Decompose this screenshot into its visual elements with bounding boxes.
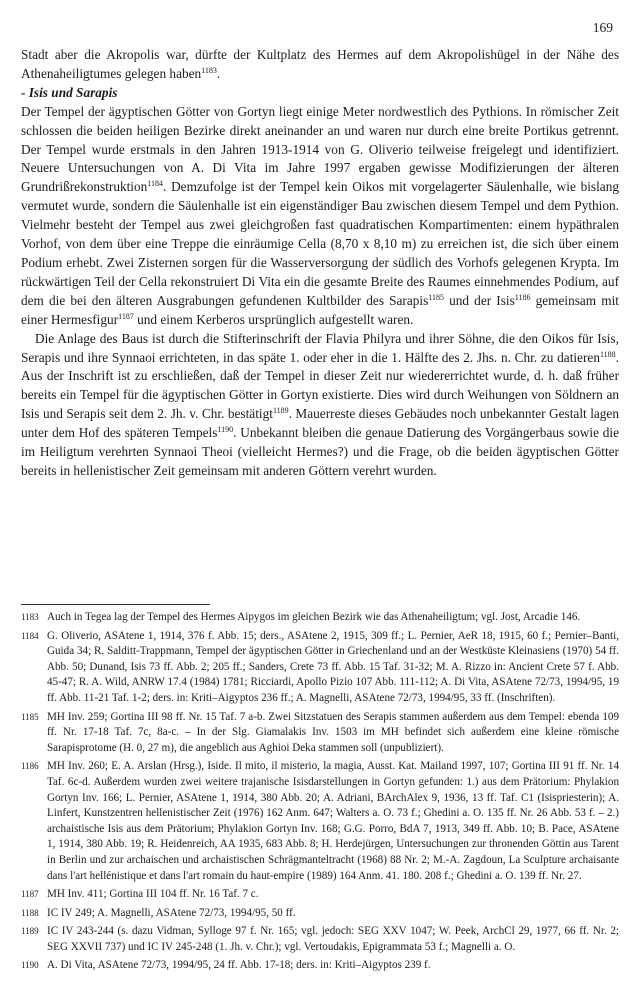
footnote-number: 1185 bbox=[21, 711, 39, 722]
page-number: 169 bbox=[592, 20, 613, 35]
main-text bbox=[21, 46, 619, 481]
footnote bbox=[21, 759, 619, 884]
paragraph-text: und einem Kerberos ursprünglich aufgestellt waren. bbox=[133, 311, 414, 327]
paragraph-text: Der Tempel der ägyptischen Götter von Gortyn liegt einige Meter nordwestlich des Pythions. In römischer Zeit schlossen die beiden heiligen Bezirke direkt aneinander an und waren nur durch eine breite Portikus getrennt. Der Tempel wurde erstmals in den Jahren 1913-1914 von G. Oliverio teilweise freigelegt und identifiziert. Neuere Untersuchungen von A. Di Vita im Jahre 1997 ergaben gewisse Modifizierungen der älteren Grundrißrekonstruktion bbox=[21, 103, 619, 195]
paragraph-text: Die Anlage des Baus ist durch die Stifterinschrift der Flavia Philyra und ihrer Söhne, die den Oikos für Isis, Serapis und ihre Synnaoi errichteten, in das späte 1. oder eher in die 1. Hälfte des 2. Jhs. n. Chr. zu datieren bbox=[21, 330, 619, 365]
paragraph-text: . Demzufolge ist der Tempel kein Oikos mit vorgelagerter Säulenhalle, wie bislang vermutet wurde, sondern die Säulenhalle ist ein eigenständiger Bau zwischen diesem Tempel und dem Pythion. Vielmehr besteht der Tempel aus zwei gleichgroßen fast quadratischen Kompartimenten: einem hypäthralen Vorhof, von dem über eine Treppe die einräumige Cella (8,70 x 8,10 m) zu erreichen ist, die sich über einem Podium erhebt. Zwei Zisternen sorgen für die Wasserversorgung der südlich des Vorhofs gelegenen Krypta. Im rückwärtigen Teil der Cella rekonstruiert Di Vita ein die gesamte Breite des Raumes einnehmendes Podium, auf dem die bei den älteren Ausgrabungen gefundenen Kultbilder des Sarapis bbox=[21, 179, 619, 308]
footnote bbox=[21, 610, 619, 626]
footnote-number: 1189 bbox=[21, 926, 39, 937]
intro-paragraph bbox=[21, 46, 619, 84]
paragraph-text: . Aus der Inschrift ist zu erschließen, daß der Tempel in dieser Zeit nur wiedererrichtet wurde, d. h. daß früher bereits ein Tempel für die ägyptischen Götter in Gortyn existierte. Dies wird durch Weihungen von Söldnern an Isis und Serapis seit dem 2. Jh. v. Chr. bestätigt bbox=[21, 349, 619, 422]
paragraph-dating bbox=[21, 330, 619, 481]
paragraph-text: gemeinsam mit einer Hermesfigur bbox=[21, 292, 619, 327]
footnote-ref[interactable]: 1184 bbox=[147, 179, 164, 189]
intro-end: . bbox=[216, 65, 221, 81]
footnote-text: IC IV 249; A. Magnelli, ASAtene 72/73, 1994/95, 50 ff. bbox=[47, 906, 296, 919]
footnote-divider bbox=[21, 604, 210, 605]
footnote-text: A. Di Vita, ASAtene 72/73, 1994/95, 24 ff. Abb. 17-18; ders. in: Kriti–Aigyptos 239 f. bbox=[47, 959, 431, 972]
footnote-ref[interactable]: 1189 bbox=[272, 406, 289, 416]
footnote-ref[interactable]: 1187 bbox=[118, 311, 134, 321]
footnote bbox=[21, 887, 619, 903]
footnote-number: 1183 bbox=[21, 612, 39, 622]
intro-text: Stadt aber die Akropolis war, dürfte der Kultplatz des Hermes auf dem Akropolishügel in der Nähe des Athenaheiligtumes gelegen haben bbox=[21, 47, 619, 81]
footnote-text: MH Inv. 259; Gortina III 98 ff. Nr. 15 Taf. 7 a-b. Zwei Sitzstatuen des Serapis stammen außerdem aus dem Tempel: ebenda 109 ff. Nr. 17-18 Taf. 7c, 8a-c. – In der Slg. Giamalakis Inv. 1503 im MH befindet sich außerdem eine kleine römische Sarapisprotome (H. 0, 27 m), die angeblich aus Aghioi Deka stammen soll (unpubliziert). bbox=[47, 710, 619, 754]
footnote-ref[interactable]: 1186 bbox=[514, 292, 531, 302]
footnote-ref[interactable]: 1188 bbox=[599, 349, 616, 359]
footnotes bbox=[21, 610, 619, 974]
footnote-ref[interactable]: 1183 bbox=[201, 65, 217, 75]
paragraph-temple bbox=[21, 103, 619, 330]
paragraph-text: . Unbekannt bleiben die genaue Datierung des Vorgängerbaus sowie die im Heiligtum verehrten Synnaoi Theoi (vielleicht Hermes?) und die Frage, ob die beiden ägyptischen Götter bereits in hellenistischer Zeit gemeinsam mit anderen Göttern verehrt wurden. bbox=[21, 425, 620, 478]
footnote bbox=[21, 710, 619, 757]
footnote bbox=[21, 924, 619, 955]
paragraph-text: und der Isis bbox=[443, 292, 515, 308]
footnote-text: MH Inv. 411; Gortina III 104 ff. Nr. 16 Taf. 7 c. bbox=[47, 888, 259, 901]
footnote-ref[interactable]: 1190 bbox=[217, 425, 234, 435]
footnote-text: MH Inv. 260; E. A. Arslan (Hrsg.), Iside. Il mito, il misterio, la magia, Ausst. Kat. Mailand 1997, 107; Gortina III 91 ff. Nr. 14 Taf. 6c-d. Außerdem wurden zwei weitere trajanische Isisdarstellungen in Gortyn gefunden: 1.) aus dem Prätorium: Phylakion Gortyn Inv. 166; L. Pernier, ASAtene 1, 1914, 380 Abb. 20; A. Adriani, BArchAlex 9, 1936, 13 ff. Taf. C1 (Isispriesterin); A. Linfert, Kunstzentren hellenistischer Zeit (1976) 162 Anm. 647; Walters a. O. 73 f.; Ghedini a. O. 135 ff. Nr. 26 Abb. 53 f. – 2.) archaistische Isis aus dem Prätorium; Phylakion Gortyn Inv. 168; G.G. Porro, BdA 7, 1913, 349 ff. Abb. 10; B. Pace, ASAtene 1, 1914, 380 Abb. 19; R. Heidenreich, AA 1935, 683 Abb. 8; H. Herdejürgen, Untersuchungen zur thronenden Göttin aus Tarent in Berlin und zur archaischen und archaistischen Schrägmanteltracht (1968) 88 Nr. 2; M.-A. Zagdoun, La Sculpture archaisante dans l'art hellénistique et dans l'art romain du haut-empire (1989) 164 Anm. 41. 180. 208 f.; Ghedini a. O. 139 ff. Nr. 27. bbox=[47, 760, 619, 882]
footnote-text: G. Oliverio, ASAtene 1, 1914, 376 f. Abb. 15; ders., ASAtene 2, 1915, 309 ff.; L. Pernier, AeR 18, 1915, 60 f.; Pernier–Banti, Guida 34; R. Salditt-Trappmann, Tempel der ägyptischen Götter in Griechenland und an der Westküste Kleinasiens (1970) 54 ff. Abb. 50; Dunand, Isis 73 ff. Abb. 2; 205 ff.; Sanders, Crete 73 ff. Abb. 15 Taf. 31-32; M. A. Rizzo in: Ancient Crete 57 f. Abb. 45-47; R. A. Wild, ANRW 17.4 (1984) 1781; Ricciardi, Apollo Pizio 107 Abb. 111-112; A. Di Vita, ASAtene 72/73, 1994/95, 19 ff. Abb. 11-21 Taf. 1-2; ders. in: Kriti–Aigyptos 236 ff.; A. Magnelli, ASAtene 72/73, 1994/95, 33 ff. (Inschriften). bbox=[47, 629, 619, 704]
paragraph-text: . Mauerreste dieses Gebäudes noch unbekannter Gestalt lagen unter dem Hof des späteren Tempels bbox=[21, 406, 619, 441]
footnote bbox=[21, 629, 619, 707]
footnote-number: 1190 bbox=[21, 960, 39, 971]
footnote bbox=[21, 906, 619, 922]
footnote-number: 1186 bbox=[21, 761, 39, 772]
footnote-text: Auch in Tegea lag der Tempel des Hermes Aipygos im gleichen Bezirk wie das Athenaheiligtum; vgl. Jost, Arcadie 146. bbox=[47, 611, 581, 623]
section-heading: - Isis und Sarapis bbox=[21, 84, 118, 100]
footnote-text: IC IV 243-244 (s. dazu Vidman, Sylloge 97 f. Nr. 165; vgl. jedoch: SEG XXV 1047; W. Peek, ArchCl 29, 1977, 66 ff. Nr. 2; SEG XXVII 737) und IC IV 245-248 (1. Jh. v. Chr.); vgl. Vertoudakis, Epigrammata 53 f.; Magnelli a. O. bbox=[47, 925, 619, 953]
footnote-number: 1187 bbox=[21, 889, 39, 900]
footnote-number: 1184 bbox=[21, 630, 39, 641]
footnote-number: 1188 bbox=[21, 907, 39, 918]
footnote bbox=[21, 958, 619, 974]
footnote-ref[interactable]: 1185 bbox=[428, 292, 444, 302]
